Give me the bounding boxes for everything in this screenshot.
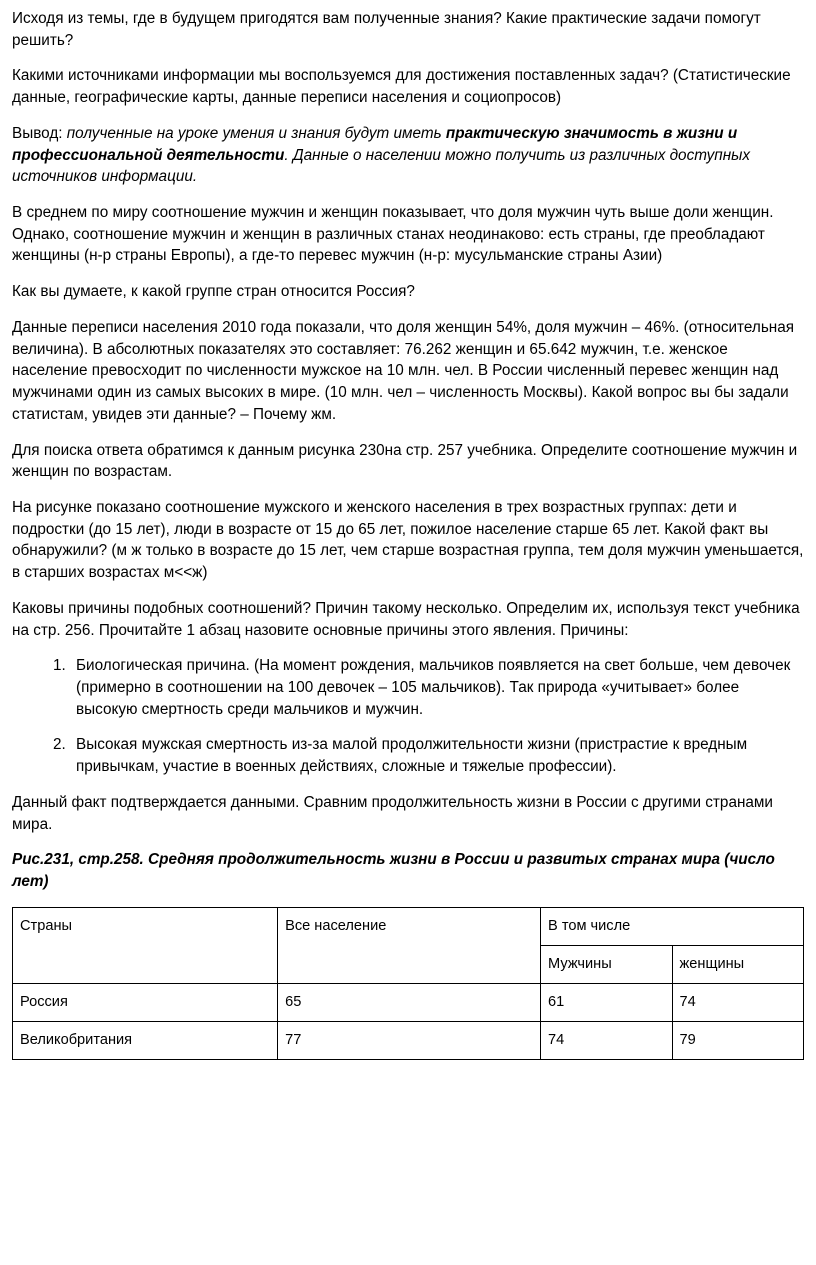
figure-caption: Рис.231, стр.258. Средняя продолжительность жизни в России и развитых странах мира (число лет): [12, 851, 775, 890]
table-row: [13, 983, 804, 1021]
paragraph-russia-group-question: Как вы думаете, к какой группе стран относится Россия?: [12, 283, 415, 301]
conclusion-italic-2: . Данные о населении можно получить из различных доступных источников информации.: [12, 146, 751, 186]
paragraph-census-2010: Данные переписи населения 2010 года показали, что доля женщин 54%, доля мужчин – 46%. (относительная величина). В абсолютных показателях это составляет: 76.262 женщин и 65.642 мужчин, т.е. женское население превосходит по численности мужское на 10 млн. чел. В России численный перевес женщин над мужчинами один из самых высоких в мире. (10 млн. чел – численность Москвы). Какой вопрос вы бы задали статистам, увидев эти данные? – Почему жм.: [12, 318, 795, 423]
conclusion-bold-italic: практическую значимость в жизни и профессиональной деятельности: [12, 124, 738, 164]
conclusion-italic-1: полученные на уроке умения и знания будут иметь: [66, 124, 446, 142]
table-cell-men: 74: [541, 1021, 672, 1059]
table-row: [13, 907, 804, 945]
paragraph-intro-question: Исходя из темы, где в будущем пригодятся вам полученные знания? Какие практические задачи помогут решить?: [12, 10, 761, 49]
paragraph-age-groups: На рисунке показано соотношение мужского и женского населения в трех возрастных группах: дети и подростки (до 15 лет), люди в возрасте от 15 до 65 лет, пожилое население старше 65 лет. Какой факт вы обнаружили? (м ж только в возрасте до 15 лет, чем старше возрастная группа, тем доля мужчин уменьшается, в старших возрастах м<<ж): [12, 498, 804, 582]
paragraph-causes-intro: Каковы причины подобных соотношений? Причин такому несколько. Определим их, используя текст учебника на стр. 256. Прочитайте 1 абзац назовите основные причины этого явления. Причины:: [12, 599, 800, 639]
paragraph-world-ratio: В среднем по миру соотношение мужчин и женщин показывает, что доля мужчин чуть выше доли женщин. Однако, соотношение мужчин и женщин в различных станах неодинаково: есть страны, где преобладают женщины (н-р страны Европы), а где-то перевес мужчин (н-р: мусульманские страны Азии): [12, 204, 774, 265]
paragraph-data-confirmation: Данный факт подтверждается данными. Сравним продолжительность жизни в России с другими странами мира.: [12, 793, 773, 833]
table-cell-men: 61: [541, 983, 672, 1021]
table-header-countries: Страны: [13, 907, 278, 983]
paragraph-conclusion: [12, 123, 804, 188]
life-expectancy-table: [12, 907, 804, 1060]
table-cell-women: 74: [672, 983, 804, 1021]
table-row: [13, 1021, 804, 1059]
table-cell-all: 65: [278, 983, 541, 1021]
table-cell-women: 79: [672, 1021, 804, 1059]
table-cell-country: Россия: [13, 983, 278, 1021]
table-header-among-which: В том числе: [541, 907, 804, 945]
paragraph-sources-question: Какими источниками информации мы воспользуемся для достижения поставленных задач? (Статистические данные, географические карты, данные переписи населения и социопросов): [12, 67, 791, 107]
table-header-men: Мужчины: [541, 945, 672, 983]
table-cell-all: 77: [278, 1021, 541, 1059]
list-item: 2. Высокая мужская смертность из-за малой продолжительности жизни (пристрастие к вредным привычкам, участие в военных действиях, сложные и тяжелые профессии).: [70, 734, 804, 777]
table-header-women: женщины: [672, 945, 804, 983]
causes-list: [12, 655, 804, 778]
table-header-all-population: Все население: [278, 907, 541, 983]
conclusion-label: Вывод:: [12, 124, 67, 142]
list-item: 1. Биологическая причина. (На момент рождения, мальчиков появляется на свет больше, чем девочек (примерно в соотношении на 100 девочек – 105 мальчиков). Так природа «учитывает» более высокую смертность среди мальчиков и мужчин.: [70, 655, 804, 720]
table-cell-country: Великобритания: [13, 1021, 278, 1059]
paragraph-figure-230-task: Для поиска ответа обратимся к данным рисунка 230на стр. 257 учебника. Определите соотношение мужчин и женщин по возрастам.: [12, 441, 798, 481]
